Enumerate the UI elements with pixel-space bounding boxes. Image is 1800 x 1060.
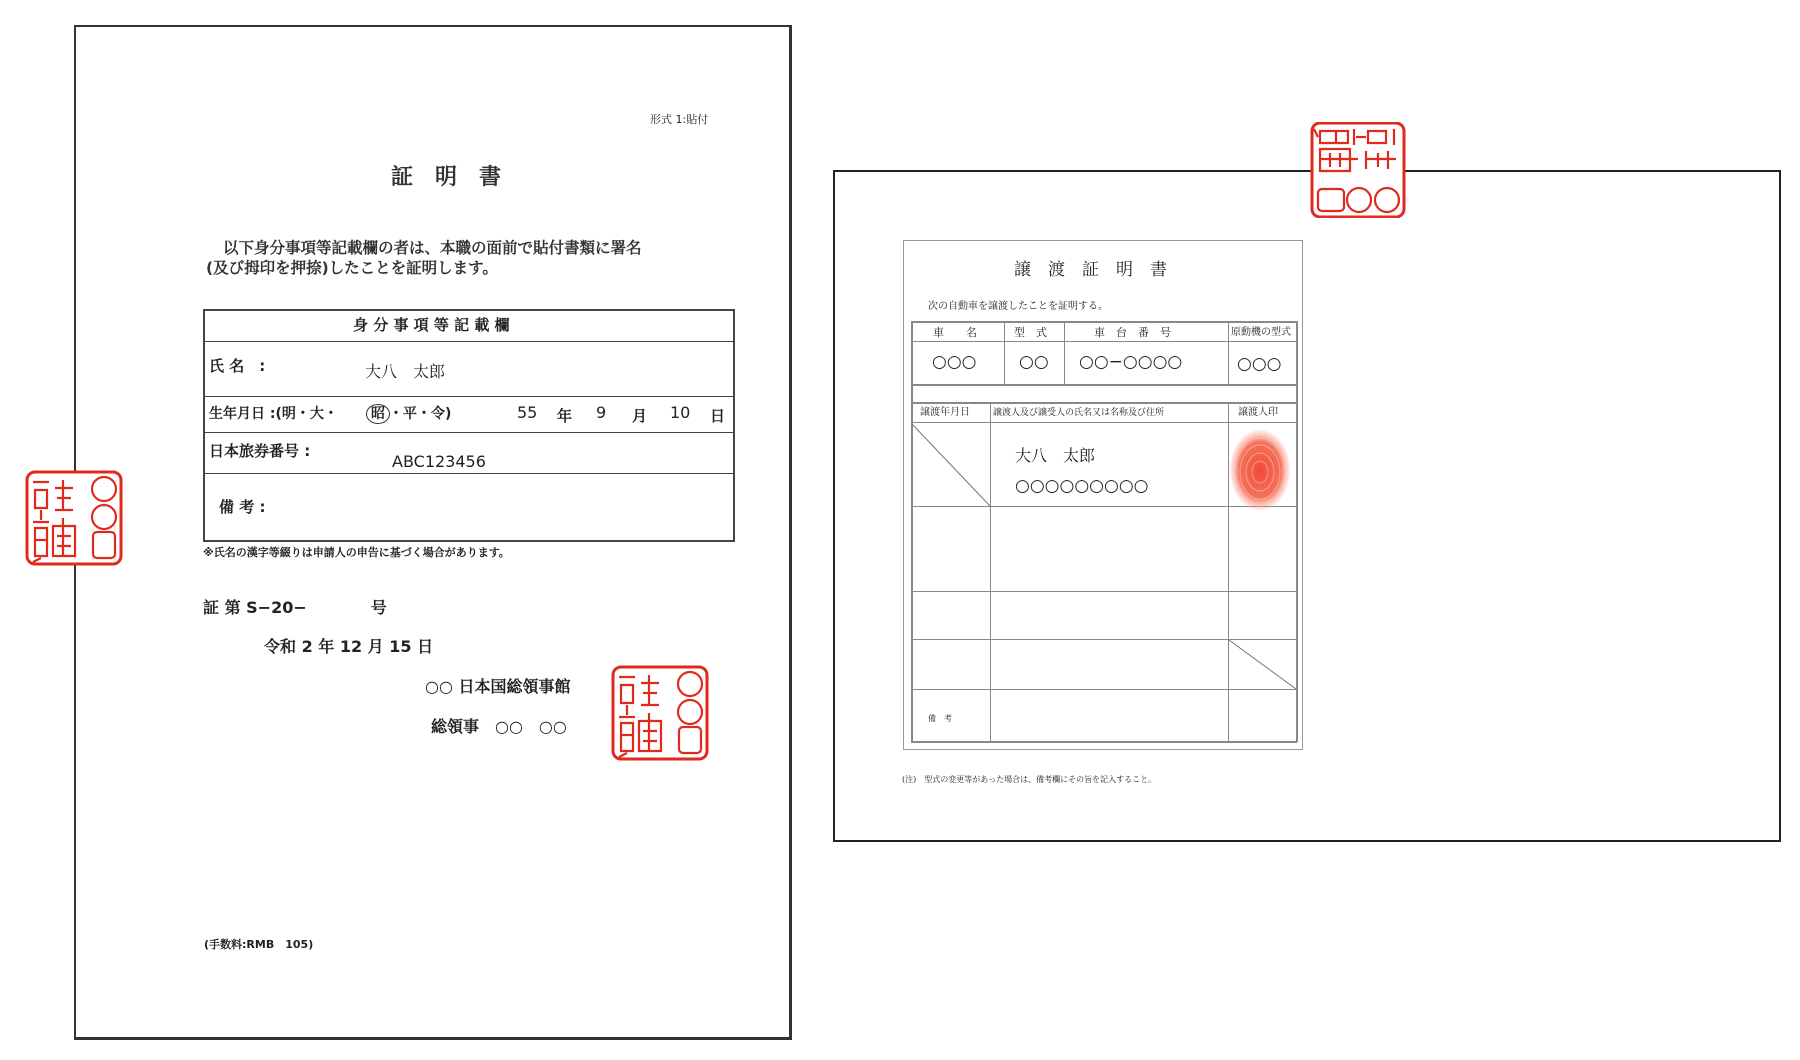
consulate-seal-signature xyxy=(611,665,709,761)
header-transferor-seal: 譲渡人印 xyxy=(1238,407,1278,418)
consul-general: 総領事 ○○ ○○ xyxy=(431,717,567,736)
dob-day: 10 xyxy=(670,403,691,422)
dob-day-unit: 日 xyxy=(710,407,726,425)
header-transfer-date: 譲渡年月日 xyxy=(920,407,970,418)
transfer-certificate-form xyxy=(903,240,1303,750)
certificate-title: 証 明 書 xyxy=(391,165,502,190)
name-label: 氏 名 : xyxy=(209,357,266,375)
value-model: ○○ xyxy=(1019,352,1049,372)
dob-year: 55 xyxy=(517,403,538,422)
fingerprint-icon xyxy=(1222,426,1302,516)
passport-label: 日本旅券番号 : xyxy=(209,442,311,460)
transferor-name: 大八 太郎 xyxy=(1015,446,1096,465)
dob-month-unit: 月 xyxy=(632,407,648,425)
value-engine-model: ○○○ xyxy=(1237,354,1282,374)
name-value: 大八 太郎 xyxy=(365,362,446,381)
header-model: 型 式 xyxy=(1014,326,1047,339)
consulate-seal-rotated xyxy=(1309,122,1407,218)
intro-line-1: 以下身分事項等記載欄の者は、本職の面前で貼付書類に署名 xyxy=(223,239,642,257)
passport-value: ABC123456 xyxy=(392,452,486,471)
dob-month: 9 xyxy=(596,403,607,422)
issue-date: 令和 2 年 12 月 15 日 xyxy=(264,637,434,656)
header-chassis-number: 車 台 番 号 xyxy=(1094,326,1171,339)
remarks-label: 備 考 : xyxy=(219,498,266,516)
dob-year-unit: 年 xyxy=(557,407,573,425)
fee-note: (手数料:RMB 105) xyxy=(204,938,314,951)
consular-certificate-page xyxy=(74,25,792,1040)
header-parties: 譲渡人及び譲受人の氏名又は名称及び住所 xyxy=(993,408,1165,418)
table-header: 身 分 事 項 等 記 載 欄 xyxy=(353,316,510,334)
issuing-consulate: ○○ 日本国総領事館 xyxy=(425,677,571,696)
dob-label-tail: ・平・令) xyxy=(389,406,452,422)
header-engine-model: 原動機の型式 xyxy=(1231,327,1291,338)
value-car-name: ○○○ xyxy=(932,352,977,372)
value-chassis-number: ○○−○○○○ xyxy=(1079,352,1183,372)
transfer-intro: 次の自動車を譲渡したことを証明する。 xyxy=(928,301,1108,312)
dob-era-circled: 昭 xyxy=(366,404,390,424)
header-car-name: 車 名 xyxy=(933,326,977,339)
consulate-seal-left-margin xyxy=(25,470,123,566)
transfer-title: 譲 渡 証 明 書 xyxy=(1014,260,1167,280)
transferor-address: ○○○○○○○○○ xyxy=(1015,476,1149,496)
kanji-note: ※氏名の漢字等綴りは申請人の申告に基づく場合があります。 xyxy=(203,546,510,559)
intro-line-2: (及び拇印を押捺)したことを証明します。 xyxy=(206,259,498,277)
transfer-certificate-page xyxy=(833,170,1781,842)
form-note: 形式 1:貼付 xyxy=(650,113,709,126)
certificate-number: 証 第 S−20− 号 xyxy=(203,598,387,617)
dob-label: 生年月日 :(明・大・ xyxy=(209,406,338,422)
transfer-footnote: (注) 型式の変更等があった場合は、備考欄にその旨を記入すること。 xyxy=(902,775,1157,784)
remarks-label-right: 備 考 xyxy=(928,714,952,723)
personal-details-table xyxy=(203,309,735,542)
